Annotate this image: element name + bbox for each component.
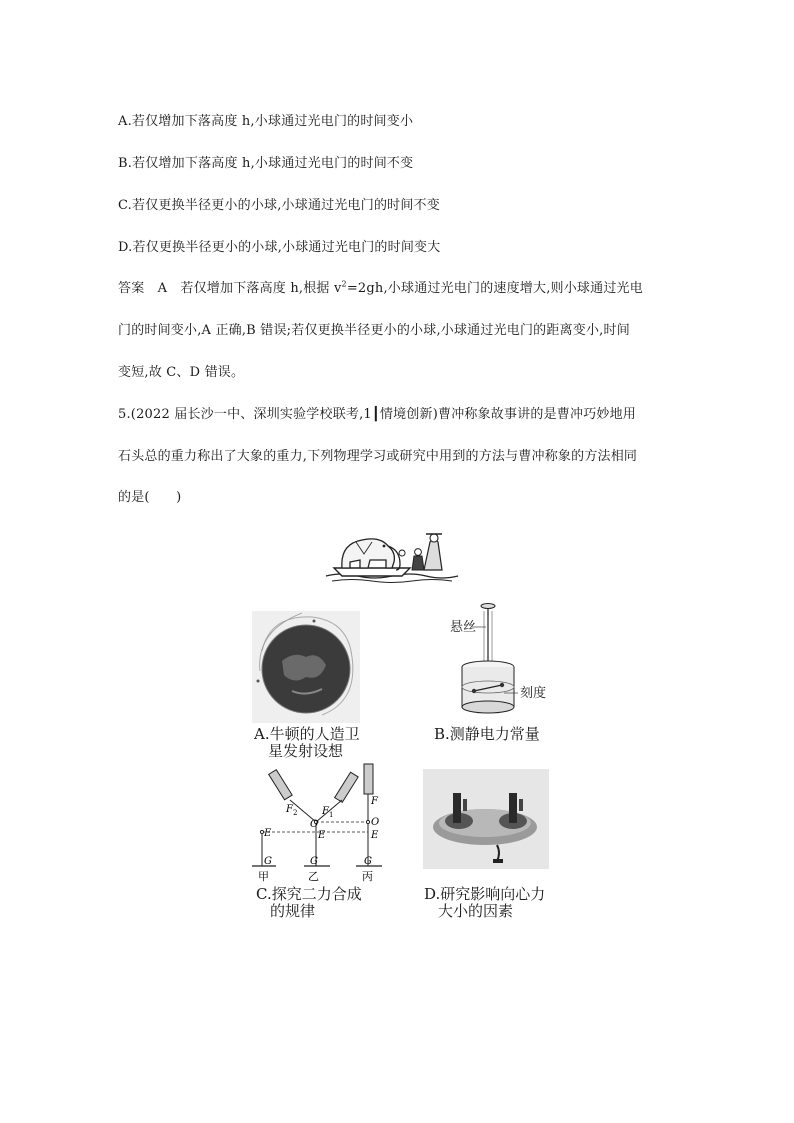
label-bing: 丙: [362, 870, 373, 883]
label-e-left: E: [264, 828, 272, 839]
force-composition-diagram: [246, 760, 406, 886]
label-f2: F: [286, 804, 293, 815]
figure-c-caption-line-1: C.探究二力合成: [256, 885, 362, 903]
figure-b-caption: [434, 726, 540, 743]
label-o-middle: O: [310, 819, 319, 830]
answer-line-1-pre: 答案 A 若仅增加下落高度 h,根据 v: [118, 281, 342, 296]
torsion-balance-diagram: [438, 601, 558, 723]
option-b: B.若仅增加下落高度 h,小球通过光电门的时间不变: [118, 156, 414, 171]
answer-line-1: [118, 277, 643, 296]
scale-label: 刻度: [520, 686, 547, 701]
question-5-line-1: 5.(2022 届长沙一中、深圳实验学校联考,1┃情境创新)曹冲称象故事讲的是曹冲巧妙地用: [118, 407, 636, 422]
answer-line-1-post: =2gh,小球通过光电门的速度增大,则小球通过光电: [346, 281, 643, 296]
figure-a-caption: [254, 726, 360, 760]
figure-c-caption-line-2: 的规律: [270, 902, 316, 920]
answer-superscript: 2: [341, 279, 347, 289]
label-e-middle: E: [318, 830, 326, 841]
figure-b-caption-line-1: B.测静电力常量: [434, 725, 540, 743]
question-5-line-3: 的是( ): [118, 490, 182, 505]
answer-line-2: 门的时间变小,A 正确,B 错误;若仅更换半径更小的小球,小球通过光电门的距离变小,时间: [118, 323, 630, 338]
spring-scale-left: [269, 770, 293, 800]
elephant-weighing-illustration: [322, 524, 462, 586]
spring-scale-right: [364, 764, 373, 794]
option-c: C.若仅更换半径更小的小球,小球通过光电门的时间不变: [118, 198, 440, 213]
label-o-right: O: [371, 817, 380, 828]
centripetal-force-apparatus-image: [423, 769, 549, 869]
label-e-right: E: [371, 830, 379, 841]
label-g-middle: G: [310, 856, 318, 867]
label-f2-sub: 2: [293, 809, 298, 817]
wire-label: 悬丝: [450, 620, 477, 635]
label-f1-sub: 1: [329, 811, 334, 819]
option-a: A.若仅增加下落高度 h,小球通过光电门的时间变小: [118, 114, 414, 129]
figure-a-caption-line-2: 星发射设想: [268, 742, 344, 760]
figure-d-caption-line-2: 大小的因素: [438, 902, 514, 920]
label-jia: 甲: [258, 870, 269, 883]
option-d: D.若仅更换半径更小的小球,小球通过光电门的时间变大: [118, 240, 441, 255]
label-g-right: G: [364, 856, 372, 867]
spring-scale-middle: [335, 772, 359, 802]
figure-a-caption-line-1: A.牛顿的人造卫: [254, 725, 360, 743]
question-5-line-2: 石头总的重力称出了大象的重力,下列物理学习或研究中用到的方法与曹冲称象的方法相同: [118, 449, 638, 464]
figure-d-caption-line-1: D.研究影响向心力: [424, 885, 546, 903]
answer-line-3: 变短,故 C、D 错误。: [118, 365, 245, 380]
label-yi: 乙: [308, 870, 319, 883]
figure-c-caption: [256, 886, 362, 920]
label-g-left: G: [264, 856, 272, 867]
figure-d-caption: [424, 886, 545, 920]
label-f1: F: [322, 806, 329, 817]
satellite-globe-image: [252, 611, 360, 723]
label-f: F: [371, 796, 378, 807]
